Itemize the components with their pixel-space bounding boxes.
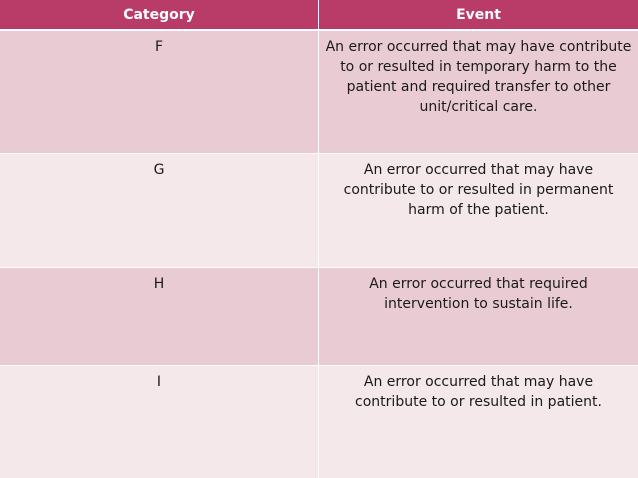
event-cell: An error occurred that required intervention to sustain life. <box>318 268 638 365</box>
table-row <box>0 154 638 268</box>
table-row <box>0 31 638 154</box>
event-cell: An error occurred that may have contribute to or resulted in patient. <box>318 366 638 478</box>
table-row <box>0 268 638 366</box>
event-cell: An error occurred that may have contribute to or resulted in temporary harm to the patient and required transfer to other unit/critical care. <box>318 31 638 153</box>
event-cell: An error occurred that may have contribute to or resulted in permanent harm of the patient. <box>318 154 638 267</box>
category-cell: F <box>154 39 164 55</box>
header-event: Event <box>318 0 638 29</box>
table-header-row <box>0 0 638 31</box>
category-cell: I <box>156 374 162 390</box>
category-cell: H <box>153 276 165 292</box>
header-category: Category <box>123 7 195 23</box>
category-cell: G <box>153 162 165 178</box>
table-row <box>0 366 638 478</box>
